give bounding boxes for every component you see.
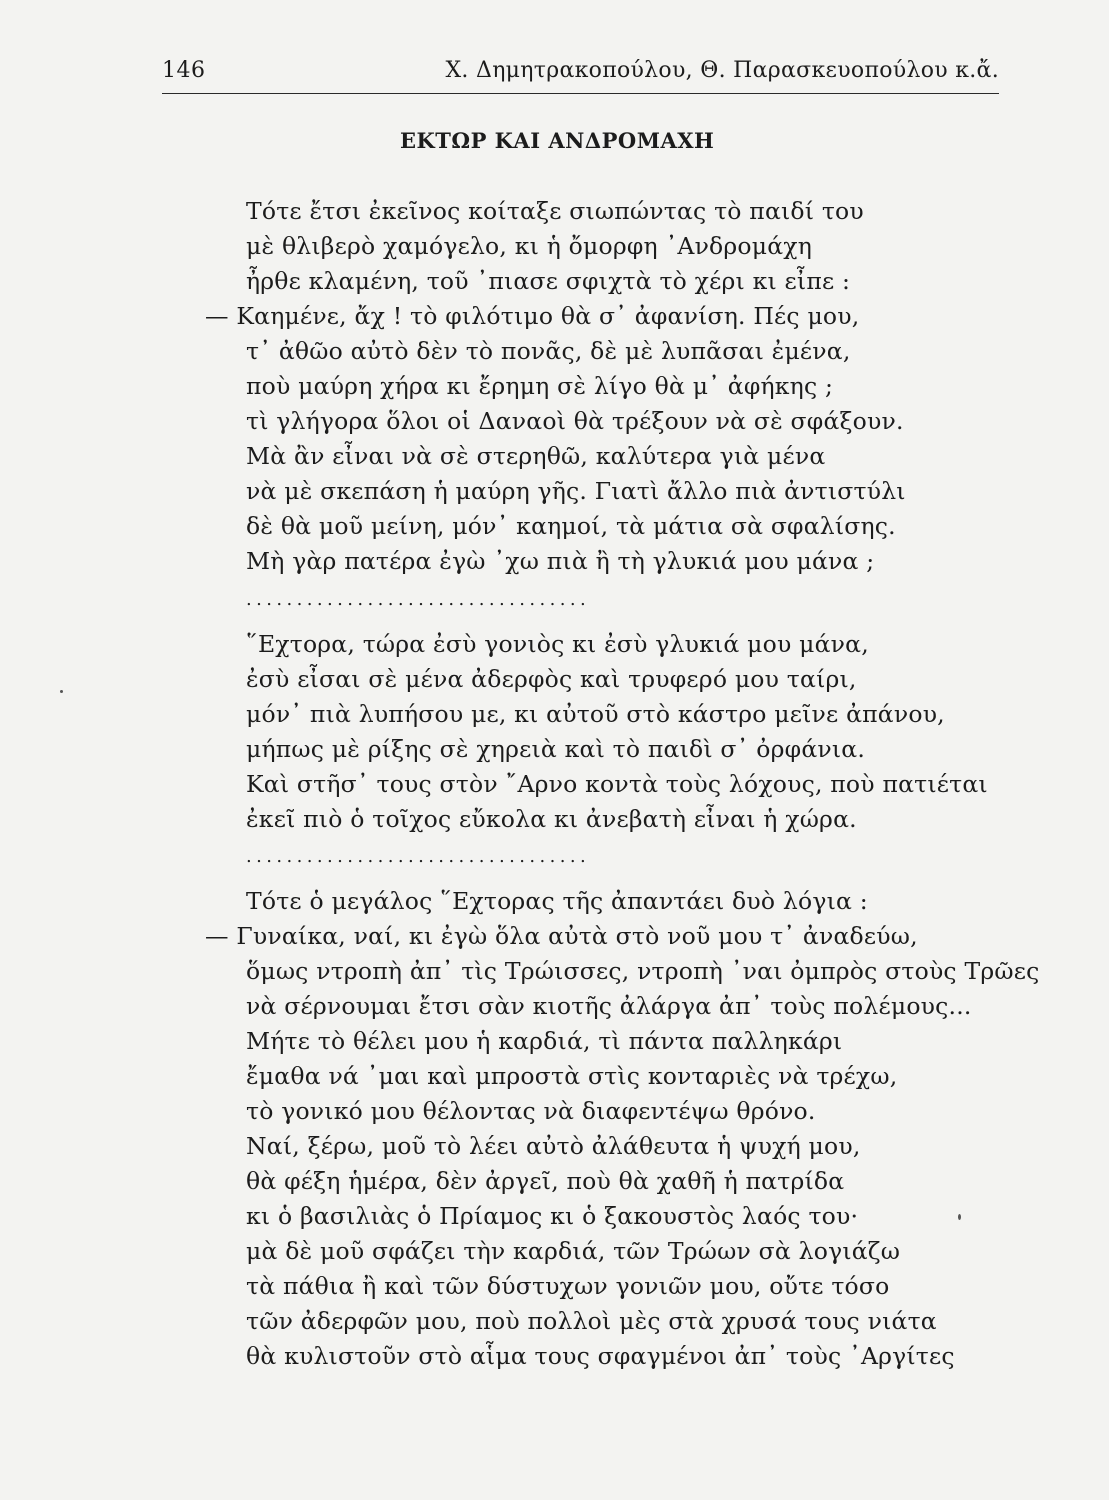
page-number: 146 [162,58,206,83]
poem-line: τ᾿ ἀθῶο αὐτὸ δὲν τὸ πονᾶς, δὲ μὲ λυπᾶσαι ἐμένα, [246,337,851,365]
poem-line: Τότε ἔτσι ἐκεῖνος κοίταξε σιωπώντας τὸ παιδί του [246,197,864,225]
poem-line: μόν᾿ πιὰ λυπήσου με, κι αὐτοῦ στὸ κάστρο μεῖνε ἀπάνου, [246,700,945,728]
poem-line: Τότε ὁ μεγάλος ῞Εχτορας τῆς ἀπαντάει δυὸ λόγια : [246,887,868,915]
poem-line: κι ὁ βασιλιὰς ὁ Πρίαμος κι ὁ ξακουστὸς λαός του· [246,1202,859,1230]
ellipsis-separator: .................................. [246,846,591,867]
poem-line: νὰ σέρνουμαι ἔτσι σὰν κιοτῆς ἀλάργα ἀπ᾿ τοὺς πολέμους... [246,992,972,1020]
poem-line: Καὶ στῆσ᾿ τους στὸν ῎Αρνο κοντὰ τοὺς λόχους, ποὺ πατιέται [246,770,988,798]
poem-line: ῞Εχτορα, τώρα ἐσὺ γονιὸς κι ἐσὺ γλυκιά μου μάνα, [246,630,869,658]
poem-title: ΕΚΤΩΡ ΚΑΙ ΑΝΔΡΟΜΑΧΗ [400,128,715,153]
poem-line: τῶν ἀδερφῶν μου, ποὺ πολλοὶ μὲς στὰ χρυσά τους νιάτα [246,1307,937,1335]
poem-line: θὰ κυλιστοῦν στὸ αἷμα τους σφαγμένοι ἀπ᾿ τοὺς ᾿Αργίτες [246,1342,955,1370]
poem-line: Μὴ γὰρ πατέρα ἐγὼ ᾿χω πιὰ ἢ τὴ γλυκιά μου μάνα ; [246,547,875,575]
poem-line: — Καημένε, ἄχ ! τὸ φιλότιμο θὰ σ᾿ ἀφανίση. Πές μου, [205,302,860,330]
poem-line: — Γυναίκα, ναί, κι ἐγὼ ὅλα αὐτὰ στὸ νοῦ μου τ᾿ ἀναδεύω, [205,922,918,950]
poem-line: δὲ θὰ μοῦ μείνη, μόν᾿ καημοί, τὰ μάτια σὰ σφαλίσης. [246,512,896,540]
poem-line: ὅμως ντροπὴ ἀπ᾿ τὶς Τρώισσες, ντροπὴ ᾿ναι ὀμπρὸς στοὺς Τρῶες [246,957,1040,985]
poem-line: Ναί, ξέρω, μοῦ τὸ λέει αὐτὸ ἀλάθευτα ἡ ψυχή μου, [246,1132,861,1160]
poem-line: μὲ θλιβερὸ χαμόγελο, κι ἡ ὄμορφη ᾿Ανδρομάχη [246,232,813,260]
poem-line: τὶ γλήγορα ὅλοι οἱ Δαναοὶ θὰ τρέξουν νὰ σὲ σφάξουν. [246,407,904,435]
poem-line: ἦρθε κλαμένη, τοῦ ᾿πιασε σφιχτὰ τὸ χέρι κι εἶπε : [246,267,851,295]
poem-line: Μήτε τὸ θέλει μου ἡ καρδιά, τὶ πάντα παλληκάρι [246,1027,843,1055]
poem-line: νὰ μὲ σκεπάση ἡ μαύρη γῆς. Γιατὶ ἄλλο πιὰ ἀντιστύλι [246,477,906,505]
header-rule [162,93,999,94]
scan-speck [958,1214,961,1220]
poem-line: τὰ πάθια ἢ καὶ τῶν δύστυχων γονιῶν μου, οὔτε τόσο [246,1272,890,1300]
poem-line: ἐκεῖ πιὸ ὁ τοῖχος εὔκολα κι ἀνεβατὴ εἶναι ἡ χώρα. [246,805,857,833]
running-head: Χ. Δημητρακοπούλου, Θ. Παρασκευοπούλου κ.ἄ. [445,58,999,83]
poem-line: ἐσὺ εἶσαι σὲ μένα ἀδερφὸς καὶ τρυφερό μου ταίρι, [246,665,857,693]
poem-line: μὰ δὲ μοῦ σφάζει τὴν καρδιά, τῶν Τρώων σὰ λογιάζω [246,1237,901,1265]
scan-speck [60,690,63,693]
poem-line: μήπως μὲ ρίξης σὲ χηρειὰ καὶ τὸ παιδὶ σ᾿ ὀρφάνια. [246,735,866,763]
ellipsis-separator: .................................. [246,589,591,610]
poem-line: τὸ γονικό μου θέλοντας νὰ διαφεντέψω θρόνο. [246,1097,816,1125]
poem-line: Μὰ ἂν εἶναι νὰ σὲ στερηθῶ, καλύτερα γιὰ μένα [246,442,826,470]
poem-line: ἔμαθα νά ᾿μαι καὶ μπροστὰ στὶς κονταριὲς νὰ τρέχω, [246,1062,898,1090]
poem-line: θὰ φέξη ἡμέρα, δὲν ἀργεῖ, ποὺ θὰ χαθῆ ἡ πατρίδα [246,1167,845,1195]
poem-line: ποὺ μαύρη χήρα κι ἔρημη σὲ λίγο θὰ μ᾿ ἀφήκης ; [246,372,834,400]
